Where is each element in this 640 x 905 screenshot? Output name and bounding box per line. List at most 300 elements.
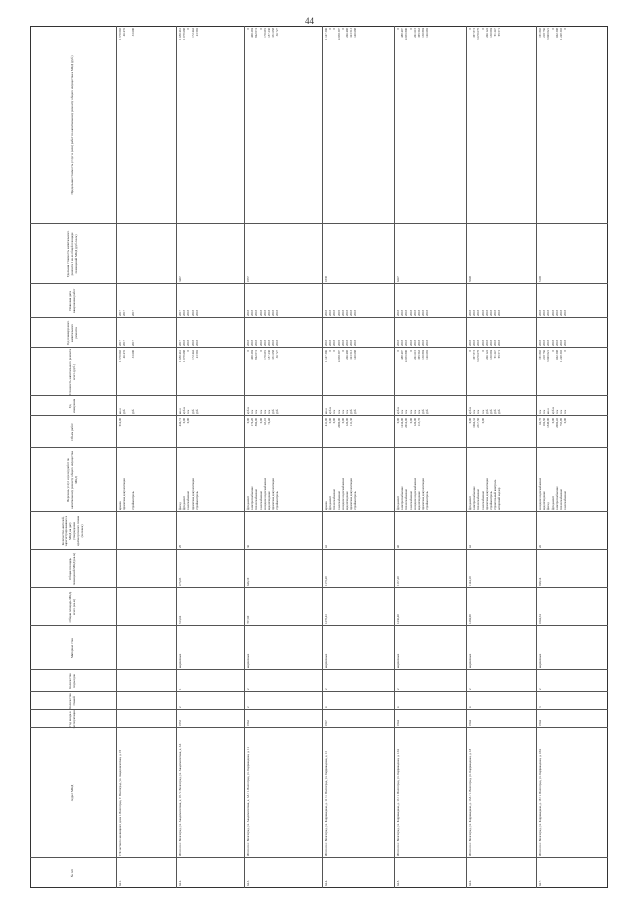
row-plan-year-item: 2018 — [476, 340, 481, 346]
row-unit-item: п.м — [186, 409, 191, 414]
row-unit-item: руб. — [493, 408, 498, 414]
row-works-item: теплоснабжение — [332, 489, 337, 510]
row-unit-item: п.м — [480, 409, 485, 414]
row-volume-item: 176,20 — [250, 418, 255, 427]
column-divider — [30, 223, 608, 224]
row-unit-item: куб.м — [182, 406, 187, 414]
row-end-date-item: 2018 — [275, 310, 280, 316]
row-plan-year-item: 2018 — [190, 340, 195, 346]
row-limit-cost-item: 46 476 — [122, 28, 127, 37]
row-address: Итого по г. Волгоград, ул. Баррикадная, д. 11 / г. Волгоград, ул. Баррикадная, д. 13 — [324, 751, 328, 856]
row-plan-year-item: 2018 — [554, 340, 559, 346]
row-unit-cost: 5549 — [468, 276, 472, 282]
header-col-unit-cost: Удельная стоимость капитального ремонта 1 кв.м общей площади помещений МКД (руб./кв.м) — [66, 230, 78, 278]
row-entrances: 2 — [538, 688, 542, 690]
row-works-item: теплоснабжение — [476, 489, 481, 510]
row-plan-year-item: 2018 — [546, 340, 551, 346]
row-number: 64.1. — [118, 880, 122, 886]
row-volume-item: 102,50 — [542, 418, 547, 427]
row-works-item: стройконтроль — [275, 491, 280, 510]
column-divider — [30, 691, 608, 692]
row-cost-item: 0 — [332, 350, 337, 352]
row-limit-cost-item: 489 407 — [400, 28, 405, 38]
row-unit-item: п.м — [554, 409, 559, 414]
row-limit-cost-item: 0 — [480, 28, 485, 30]
row-works-item: водоотведение — [267, 491, 271, 510]
row-plan-year-item: 2018 — [493, 340, 498, 346]
row-plan-year-item: 2018 — [497, 340, 502, 346]
row-volume-item: 0,00 — [563, 418, 568, 424]
row-cost-item: 1 079 688 — [182, 350, 187, 362]
row-end-date-item: 2017 — [118, 310, 122, 316]
row-plan-year-item: 2018 — [404, 340, 409, 346]
row-cost-item: 36 727 — [275, 350, 280, 359]
row-volume-item: 1234,00 — [400, 418, 405, 428]
row-divider — [176, 26, 177, 888]
row-plan-year-item: 2018 — [340, 340, 345, 346]
row-cost-item: 0 — [186, 350, 191, 352]
row-limit-cost-item: 261 615 — [412, 28, 417, 38]
row-end-date-item: 2018 — [538, 310, 542, 316]
row-limit-cost-item: 4 838 307 — [336, 28, 341, 40]
row-plan-year-item: 2018 — [328, 340, 333, 346]
row-area-rooms: 475,03 — [178, 577, 182, 586]
row-unit-item: п.м — [262, 409, 267, 414]
row-cost-item: 266 469 — [345, 350, 349, 360]
header-col-residents: Количество жителей, зарегистрированных в МКД на дату утверждения краткосрочного плана (человек) — [60, 515, 84, 547]
row-divider — [394, 26, 395, 888]
row-area-rooms: 1144,10 — [468, 576, 472, 586]
row-plan-year-item: 2019 — [336, 340, 341, 346]
row-cost-item: 323 513 — [349, 350, 354, 360]
column-divider — [30, 587, 608, 588]
row-works-item: газоснабжение — [408, 491, 413, 510]
row-works-item: стройконтроль — [130, 491, 135, 510]
row-unit-item: п.м — [267, 409, 271, 414]
row-limit-cost-item: 1 079 688 — [182, 28, 187, 40]
row-unit-item: руб. — [353, 408, 358, 414]
row-volume-item: 2014,00 — [404, 418, 409, 428]
row-works-item: стройконтроль — [353, 491, 358, 510]
row-works-item: стройконтроль — [425, 491, 430, 510]
row-plan-year-item: 2018 — [396, 340, 400, 346]
row-limit-cost-item: 400 294 — [250, 28, 255, 38]
row-cost-item: 33 600 — [130, 350, 135, 359]
row-limit-cost-item: 0 — [563, 28, 568, 30]
row-volume-item: 411,00 — [324, 418, 328, 427]
row-cost-item: 397 873 — [472, 350, 477, 360]
row-works-item: проектная документация — [421, 478, 426, 510]
row-volume-item: 126,00 — [345, 418, 349, 427]
row-works-item: газоснабжение — [480, 491, 485, 510]
row-limit-cost-item: 1 650 461 — [178, 28, 182, 40]
row-unit-item: п.м — [400, 409, 405, 414]
row-plan-year-item: 2018 — [563, 340, 568, 346]
row-unit-item: п.м — [340, 409, 345, 414]
row-limit-cost-item: 331 658 — [271, 28, 276, 38]
row-plan-year-item: 2018 — [400, 340, 405, 346]
header-col-area-rooms: Общая площадь помещений МКД (кв.м) — [68, 552, 76, 586]
row-cost-item: 130 894 — [421, 350, 426, 360]
row-cost-item: 3 670 679 — [476, 350, 481, 362]
header-col-walls: Материал стен — [70, 637, 75, 659]
row-limit-cost-item: 1 229 303 — [559, 28, 563, 40]
page-number: 44 — [305, 16, 314, 26]
row-end-date-item: 2018 — [425, 310, 430, 316]
row-unit-item: п.м — [250, 409, 255, 414]
row-limit-cost-item: 1 147 306 — [324, 28, 328, 40]
row-unit-item: руб. — [349, 408, 354, 414]
row-end-date-item: 2018 — [476, 310, 481, 316]
column-divider — [30, 395, 608, 396]
row-volume-item: 0,00 — [550, 418, 555, 424]
row-limit-cost-item: 397 873 — [472, 28, 477, 38]
row-cost-item: 0 — [328, 350, 333, 352]
row-limit-cost-item: 395 563 — [417, 28, 421, 38]
row-plan-year-item: 2018 — [262, 340, 267, 346]
row-number: 64.6. — [468, 880, 472, 886]
row-entrances: 2 — [396, 688, 400, 690]
row-cost-item: 0 — [468, 350, 472, 352]
row-area-rooms: 1137,20 — [396, 576, 400, 586]
row-works-item: фундамент — [328, 496, 333, 510]
row-cost-item: 1 147 306 — [324, 350, 328, 362]
row-unit-item: куб.м — [396, 406, 400, 414]
row-volume-item: 0,00 — [182, 418, 187, 424]
row-volume-item: 0,00 — [258, 418, 263, 424]
row-end-date-item: 2018 — [484, 310, 489, 316]
row-works-item: холодное водоснабжение — [340, 477, 345, 510]
row-walls: кирпичные — [178, 653, 182, 668]
row-year: 1953 — [178, 720, 182, 726]
header-col-cost: Стоимость капитального ремонта всего (руб.) — [68, 349, 76, 395]
row-cost-item: 140 688 — [353, 350, 358, 360]
row-limit-cost-item: 0 — [396, 28, 400, 30]
row-residents: 42 — [468, 545, 472, 548]
header-col-year: Год ввода в эксплуатацию — [68, 709, 76, 729]
row-floors: 3 — [538, 706, 542, 708]
row-limit-cost-item: 0 — [340, 28, 345, 30]
column-divider — [30, 549, 608, 550]
row-unit-item: п.м — [254, 409, 259, 414]
row-limit-cost-item: 0 — [246, 28, 250, 30]
row-limit-cost-item: 0 — [332, 28, 337, 30]
row-end-date-item: 2018 — [412, 310, 417, 316]
row-entrances: 2 — [246, 688, 250, 690]
row-limit-cost-item: 0 — [328, 28, 333, 30]
row-unit-item: п.м — [412, 409, 417, 414]
row-end-date-item: 2018 — [345, 310, 349, 316]
row-volume-item: 1549,00 — [546, 418, 551, 428]
column-divider — [30, 709, 608, 710]
row-unit-item: куб.м — [328, 406, 333, 414]
row-volume-item: 912,00 — [118, 418, 122, 427]
header-col-plan-year: Год планируемого капитального ремонта — [66, 320, 78, 346]
row-works-item: проектная документация — [190, 478, 195, 510]
row-plan-year-item: 2018 — [421, 340, 426, 346]
row-works-item: проектная документация — [271, 478, 276, 510]
row-divider — [244, 26, 245, 888]
row-end-date-item: 2018 — [563, 310, 568, 316]
row-floors: 4 — [396, 706, 400, 708]
header-col-no: № п/п — [70, 868, 75, 878]
row-end-date-item: 2018 — [328, 310, 333, 316]
row-end-date-item: 2019 — [336, 310, 341, 316]
row-cost-item: 0 — [480, 350, 485, 352]
row-end-date-item: 2018 — [554, 310, 559, 316]
row-cost-item: 266 122 — [484, 350, 489, 360]
row-number: 64.7. — [538, 880, 542, 886]
row-area-rooms: 948,14 — [538, 577, 542, 586]
row-cost-item: 170 691 — [262, 350, 267, 360]
row-limit-cost-item: 172 442 — [190, 28, 195, 38]
row-plan-year-item: 2018 — [489, 340, 493, 346]
row-cost-item: 4 838 307 — [336, 350, 341, 362]
row-plan-year-item: 2017 — [130, 340, 135, 346]
row-volume-item: 0,00 — [480, 418, 485, 424]
row-works-item: фундамент — [468, 496, 472, 510]
row-volume-item: 434,72 — [178, 418, 182, 427]
row-limit-cost-item: 0 — [258, 28, 263, 30]
row-cost-item: 0 — [563, 350, 568, 352]
row-residents: 26 — [538, 545, 542, 548]
row-works-item: фундамент — [396, 496, 400, 510]
row-end-date-item: 2018 — [271, 310, 276, 316]
column-divider — [30, 347, 608, 348]
row-cost-item: 157 230 — [267, 350, 271, 360]
row-unit-item: руб. — [425, 408, 430, 414]
row-address: Итого по г. Волгоград, ул. Академическая, д. 19 / г. Волгоград, ул. Академическая, д. 3А — [178, 743, 182, 856]
row-volume-item: 2000,00 — [336, 418, 341, 428]
row-end-date-item: 2018 — [550, 310, 555, 316]
row-address: Итого по г. Волгоград, ул. Баррикадная, д. 13 / г. Волгоград, ул. Баррикадная, д. 13А — [396, 748, 400, 856]
row-address: Итого по г. Волгоград, ул. Баррикадная, д. 18 / г. Волгоград, ул. Баррикадная, д. 18А — [538, 748, 542, 856]
row-works-item: стройконтроль — [489, 491, 493, 510]
row-plan-year-item: 2017 — [178, 340, 182, 346]
row-limit-cost-item: 0 — [408, 28, 413, 30]
row-unit-item: руб. — [122, 408, 127, 414]
row-end-date-item: 2017 — [122, 310, 127, 316]
row-plan-year-item: 2018 — [538, 340, 542, 346]
row-end-date-item: 2018 — [332, 310, 337, 316]
row-works-item: газоснабжение — [186, 491, 191, 510]
row-end-date-item: 2018 — [472, 310, 477, 316]
row-divider — [536, 26, 537, 888]
row-limit-cost-item: 3 670 679 — [476, 28, 481, 40]
row-volume-item: 1064,32 — [472, 418, 477, 428]
column-divider — [30, 283, 608, 284]
header-col-works: Перечень услуг и (или) работ по капитальному ремонту общего имущества МКД — [66, 451, 78, 509]
row-floors: 2 — [246, 706, 250, 708]
row-cost-item: 0 — [246, 350, 250, 352]
row-plan-year-item: 2018 — [258, 340, 263, 346]
header-col-limit-cost: Предельная стоимость услуг и (или) работ по капитальному ремонту общего имущества в МКД (руб.) — [70, 55, 75, 195]
row-unit-item: куб.м — [550, 406, 555, 414]
row-works-item: фундамент — [550, 496, 555, 510]
row-end-date-item: 2018 — [340, 310, 345, 316]
row-end-date-item: 2018 — [258, 310, 263, 316]
row-area-total: 1284,00 — [468, 614, 472, 624]
row-walls: кирпичные — [396, 653, 400, 668]
row-unit-item: п.м — [336, 409, 341, 414]
row-plan-year-item: 2018 — [271, 340, 276, 346]
row-works-item: проектная документация — [122, 478, 127, 510]
row-plan-year-item: 2018 — [542, 340, 547, 346]
table-header-row — [30, 26, 117, 888]
row-volume-item: 0,00 — [396, 418, 400, 424]
row-cost-item: 0 — [340, 350, 345, 352]
row-plan-year-item: 2018 — [353, 340, 358, 346]
row-works-item: фундамент — [246, 496, 250, 510]
row-works-item: проектная документация — [349, 478, 354, 510]
row-unit-item: п.м — [559, 409, 563, 414]
row-works-item: электроснабжение — [400, 486, 405, 510]
row-limit-cost-item: 3 845 021 — [546, 28, 551, 40]
row-end-date-item: 2018 — [353, 310, 358, 316]
row-limit-cost-item: 266 122 — [484, 28, 489, 38]
row-works-item: фундамент — [182, 496, 187, 510]
row-limit-cost-item: 126 692 — [425, 28, 430, 38]
row-plan-year-item: 2018 — [484, 340, 489, 346]
row-unit-item: п.м — [258, 409, 263, 414]
row-limit-cost-item: 95 571 — [497, 28, 502, 37]
row-limit-cost-item: 266 469 — [345, 28, 349, 38]
row-end-date-item: 2018 — [254, 310, 259, 316]
column-divider — [30, 447, 608, 448]
row-plan-year-item: 2018 — [332, 340, 337, 346]
row-cost-item: 1 570 065 — [118, 350, 122, 362]
row-limit-cost-item: 0 — [186, 28, 191, 30]
row-works-item: теплоснабжение — [404, 489, 409, 510]
row-area-total: 707,60 — [246, 615, 250, 624]
row-address: Итого по г. Волгоград, ул. Академическая, д. 3А / г. Волгоград, ул. Баррикадная, д. 11 — [246, 747, 250, 856]
row-number: 64.2. — [178, 880, 182, 886]
row-entrances: 2 — [468, 688, 472, 690]
row-plan-year-item: 2018 — [182, 340, 187, 346]
row-limit-cost-item: 942 072 — [254, 28, 259, 38]
row-unit-cost: 5105 — [538, 276, 542, 282]
row-number: 64.4. — [324, 880, 328, 886]
row-divider — [116, 26, 117, 888]
row-entrances: 2 — [324, 688, 328, 690]
column-divider — [30, 727, 608, 728]
row-end-date-item: 2018 — [408, 310, 413, 316]
row-works-item: проектная документация — [484, 478, 489, 510]
row-unit-item: п.м — [476, 409, 481, 414]
row-volume-item: 113,70 — [417, 418, 421, 427]
row-unit-item: куб.м — [468, 406, 472, 414]
row-address: Г/К частного жилищного дома г. Волгоград, Г. Волгоград, ул. Академическая, д. 19 — [118, 749, 122, 856]
row-end-date-item: 2018 — [396, 310, 400, 316]
row-unit-item: п.м — [417, 409, 421, 414]
row-volume-item: 0,00 — [328, 418, 333, 424]
column-divider — [30, 415, 608, 416]
row-cost-item: 0 — [408, 350, 413, 352]
row-cost-item: 331 658 — [271, 350, 276, 360]
header-col-area-total: Общая площадь МКД, всего (кв.м) — [68, 591, 76, 623]
row-unit-item: руб. — [489, 408, 493, 414]
row-cost-item: 130 094 — [489, 350, 493, 360]
row-plan-year-item: 2018 — [194, 340, 199, 346]
row-limit-cost-item: 4 835 800 — [404, 28, 409, 40]
row-unit-item: п.м — [408, 409, 413, 414]
row-number: 64.3. — [246, 880, 250, 886]
header-col-end-date: Плановая дата завершения работ — [68, 288, 76, 314]
row-unit-item: п.м — [404, 409, 409, 414]
row-works-item: холодное водоснабжение — [262, 477, 267, 510]
row-cost-item: 191 865 — [538, 350, 542, 360]
row-year: 1944 — [468, 720, 472, 726]
row-floors: 4 — [468, 706, 472, 708]
row-end-date-item: 2017 — [130, 310, 135, 316]
row-limit-cost-item: 130 894 — [421, 28, 426, 38]
row-unit-item: п.м — [472, 409, 477, 414]
row-walls: кирпичные — [324, 653, 328, 668]
row-end-date-item: 2018 — [489, 310, 493, 316]
row-unit-item: руб. — [194, 408, 199, 414]
row-entrances: 1 — [178, 688, 182, 690]
row-unit-item: п.м — [345, 409, 349, 414]
row-area-rooms: 646,10 — [246, 577, 250, 586]
row-works-item: теплоснабжение — [559, 489, 563, 510]
row-divider — [466, 26, 467, 888]
row-plan-year-item: 2018 — [349, 340, 354, 346]
row-unit-item: руб. — [271, 408, 276, 414]
row-end-date-item: 2018 — [250, 310, 255, 316]
row-end-date-item: 2018 — [246, 310, 250, 316]
row-plan-year-item: 2018 — [480, 340, 485, 346]
row-volume-item: 0,00 — [408, 418, 413, 424]
row-cost-item: 0 — [258, 350, 263, 352]
row-cost-item: 172 442 — [190, 350, 195, 360]
row-limit-cost-item: 602 308 — [554, 28, 559, 38]
row-cost-item: 261 615 — [412, 350, 417, 360]
row-end-date-item: 2018 — [559, 310, 563, 316]
row-cost-item: 395 563 — [417, 350, 421, 360]
row-residents: 40 — [396, 545, 400, 548]
row-works-item: электроснабжение — [250, 486, 255, 510]
row-works-item: теплоснабжение — [254, 489, 259, 510]
row-cost-item: 126 692 — [425, 350, 430, 360]
row-end-date-item: 2018 — [480, 310, 485, 316]
row-volume-item: 111,30 — [349, 418, 354, 427]
row-plan-year-item: 2018 — [550, 340, 555, 346]
row-unit-cost: 1957 — [246, 276, 250, 282]
row-cost-item: 0 — [550, 350, 555, 352]
row-works-item: холодное водоснабжение — [412, 477, 417, 510]
row-cost-item: 400 294 — [250, 350, 255, 360]
row-works-item: холодное водоснабжение — [538, 477, 542, 510]
row-works-item: фасад — [546, 502, 551, 510]
row-unit-item: руб. — [497, 408, 502, 414]
row-cost-item: 218 756 — [542, 350, 547, 360]
row-unit-item: кв.м — [118, 408, 122, 414]
row-number: 64.5. — [396, 880, 400, 886]
row-walls: кирпичные — [538, 653, 542, 668]
row-limit-cost-item: 0 — [468, 28, 472, 30]
row-unit-item: п.м — [538, 409, 542, 414]
row-works-item: газоснабжение — [563, 491, 568, 510]
row-end-date-item: 2018 — [546, 310, 551, 316]
row-floors: 2 — [178, 706, 182, 708]
row-plan-year-item: 2018 — [468, 340, 472, 346]
row-plan-year-item: 2017 — [118, 340, 122, 346]
row-end-date-item: 2018 — [421, 310, 426, 316]
row-cost-item: 4 835 800 — [404, 350, 409, 362]
header-col-unit: Ед. измерения — [68, 398, 76, 414]
row-unit-item: кв.м — [324, 408, 328, 414]
row-year: 1947 — [324, 720, 328, 726]
